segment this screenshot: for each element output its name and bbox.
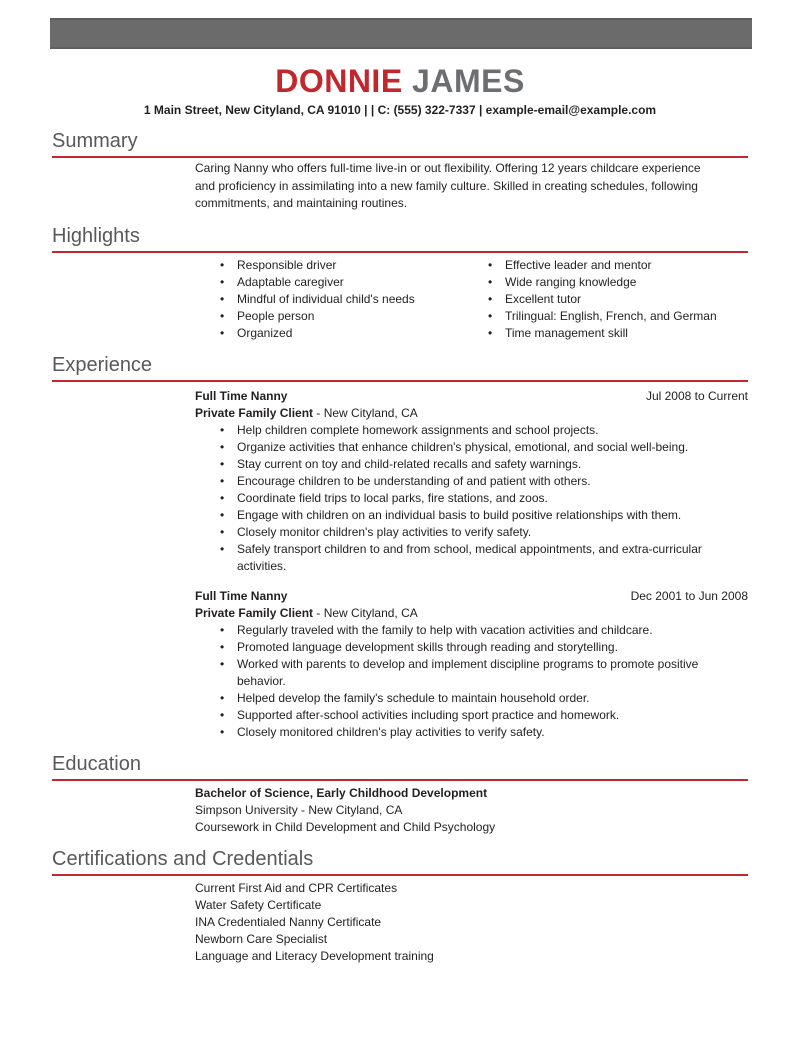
job-title: Full Time Nanny xyxy=(195,388,288,403)
duty-item: • Closely monitor children's play activities to verify safety. xyxy=(195,524,748,541)
highlights-columns xyxy=(195,257,748,342)
highlights-list-right xyxy=(463,257,748,342)
duty-item: • Safely transport children to and from school, medical appointments, and extra-curricular activities. xyxy=(195,541,748,575)
highlights-section xyxy=(52,225,748,342)
duty-item: • Engage with children on an individual basis to build positive relationships with them. xyxy=(195,507,748,524)
highlight-item: • Organized xyxy=(195,325,463,342)
highlight-item: • Mindful of individual child's needs xyxy=(195,291,463,308)
experience-section xyxy=(52,354,748,741)
certifications-list xyxy=(195,880,748,965)
highlight-item: • Wide ranging knowledge xyxy=(463,274,748,291)
experience-body xyxy=(52,388,748,741)
duty-item: • Regularly traveled with the family to help with vacation activities and childcare. xyxy=(195,622,748,639)
duty-item: • Organize activities that enhance children's physical, emotional, and social well-being. xyxy=(195,439,748,456)
duty-item: • Promoted language development skills through reading and storytelling. xyxy=(195,639,748,656)
education-section xyxy=(52,753,748,836)
last-name: JAMES xyxy=(412,63,525,99)
resume-page xyxy=(0,18,800,1053)
highlight-item: • People person xyxy=(195,308,463,325)
duty-item: • Encourage children to be understanding of and patient with others. xyxy=(195,473,748,490)
highlight-item: • Adaptable caregiver xyxy=(195,274,463,291)
duty-item: • Helped develop the family's schedule to maintain household order. xyxy=(195,690,748,707)
job-header xyxy=(195,588,748,605)
job-entry xyxy=(195,588,748,741)
education-degree: Bachelor of Science, Early Childhood Development xyxy=(195,785,488,800)
candidate-name xyxy=(0,62,800,100)
duty-item: • Closely monitored children's play activities to verify safety. xyxy=(195,724,748,741)
certifications-section xyxy=(52,848,748,965)
job-employer: Private Family Client xyxy=(195,405,314,420)
certification-item: Newborn Care Specialist xyxy=(195,931,328,946)
highlights-title: Highlights xyxy=(52,225,748,253)
first-name: DONNIE xyxy=(275,63,403,99)
duty-item: • Supported after-school activities including sport practice and homework. xyxy=(195,707,748,724)
certification-item: Water Safety Certificate xyxy=(195,897,322,912)
job-location: - New Cityland, CA xyxy=(316,405,418,420)
highlight-item: • Effective leader and mentor xyxy=(463,257,748,274)
education-entry xyxy=(195,785,748,836)
summary-section xyxy=(52,130,748,213)
job-duties-list xyxy=(195,422,748,575)
highlight-item: • Time management skill xyxy=(463,325,748,342)
job-header xyxy=(195,388,748,405)
job-dates: Jul 2008 to Current xyxy=(645,388,748,403)
duty-item: • Help children complete homework assignments and school projects. xyxy=(195,422,748,439)
education-coursework: Coursework in Child Development and Child Psychology xyxy=(195,819,496,834)
duty-item: • Stay current on toy and child-related recalls and safety warnings. xyxy=(195,456,748,473)
highlights-list-left xyxy=(195,257,463,342)
job-title: Full Time Nanny xyxy=(195,588,288,603)
job-location: - New Cityland, CA xyxy=(316,605,418,620)
certification-item: INA Credentialed Nanny Certificate xyxy=(195,914,382,929)
highlight-item: • Responsible driver xyxy=(195,257,463,274)
education-school: Simpson University - New Cityland, CA xyxy=(195,802,403,817)
certification-item: Language and Literacy Development training xyxy=(195,948,434,963)
contact-line: 1 Main Street, New Cityland, CA 91010 | | C: (555) 322-7337 | example-email@example.com xyxy=(143,103,657,117)
duty-item: • Worked with parents to develop and implement discipline programs to promote positive behavior. xyxy=(195,656,748,690)
job-subtitle xyxy=(195,605,748,622)
certifications-title: Certifications and Credentials xyxy=(52,848,748,876)
highlight-item: • Excellent tutor xyxy=(463,291,748,308)
experience-title: Experience xyxy=(52,354,748,382)
job-dates: Dec 2001 to Jun 2008 xyxy=(630,588,748,603)
certification-item: Current First Aid and CPR Certificates xyxy=(195,880,398,895)
job-subtitle xyxy=(195,405,748,422)
summary-title: Summary xyxy=(52,130,748,158)
summary-text: Caring Nanny who offers full-time live-in or out flexibility. Offering 12 years childcare experience and proficiency in assimilating into a new family culture. Skilled in creating schedules, following commitments, and maintaining routines. xyxy=(195,161,701,210)
resume-content xyxy=(0,130,800,965)
highlight-item: • Trilingual: English, French, and German xyxy=(463,308,748,325)
job-duties-list xyxy=(195,622,748,741)
education-title: Education xyxy=(52,753,748,781)
duty-item: • Coordinate field trips to local parks, fire stations, and zoos. xyxy=(195,490,748,507)
job-entry xyxy=(195,388,748,575)
header-bar xyxy=(50,18,752,49)
job-employer: Private Family Client xyxy=(195,605,314,620)
